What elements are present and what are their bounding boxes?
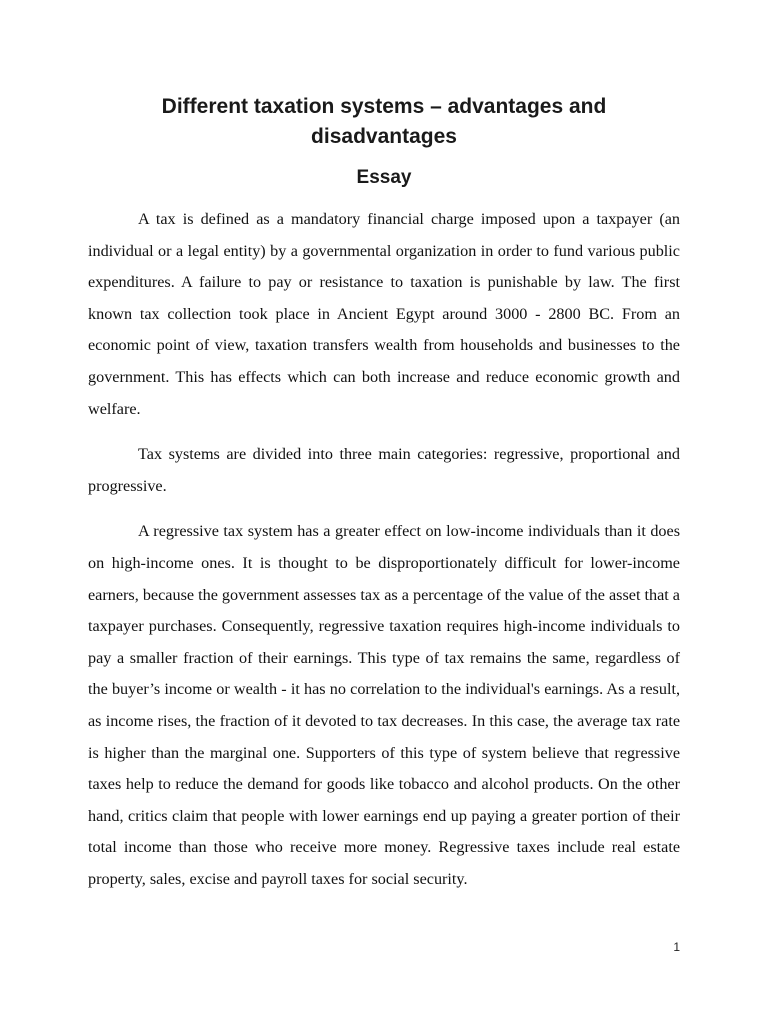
document-subtitle: Essay (356, 167, 412, 188)
paragraph-regressive: A regressive tax system has a greater effect on low-income individuals than it does on high-income ones. It is thought to be disproportionately difficult for lower-income earners, because the government assesses tax as a percentage of the value of the asset that a taxpayer purchases. Consequently, regressive taxation requires high-income individuals to pay a smaller fraction of their earnings. This type of tax remains the same, regardless of the buyer’s income or wealth - it has no correlation to the individual's earnings. As a result, as income rises, the fraction of it devoted to tax decreases. In this case, the average tax rate is higher than the marginal one. Supporters of this type of system believe that regressive taxes help to reduce the demand for goods like tobacco and alcohol products. On the other hand, critics claim that people with lower earnings end up paying a greater portion of their total income than those who receive more money. Regressive taxes include real estate property, sales, excise and payroll taxes for social security. (88, 522, 680, 888)
paragraph-intro: A tax is defined as a mandatory financial charge imposed upon a taxpayer (an individual or a legal entity) by a governmental organization in order to fund various public expenditures. A failure to pay or resistance to taxation is punishable by law. The first known tax collection took place in Ancient Egypt around 3000 - 2800 BC. From an economic point of view, taxation transfers wealth from households and businesses to the government. This has effects which can both increase and reduce economic growth and welfare. (88, 210, 680, 418)
page-number: 1 (673, 940, 680, 954)
paragraph-categories: Tax systems are divided into three main categories: regressive, proportional and progressive. (88, 445, 680, 495)
document-title: Different taxation systems – advantages and disadvantages (161, 95, 607, 148)
